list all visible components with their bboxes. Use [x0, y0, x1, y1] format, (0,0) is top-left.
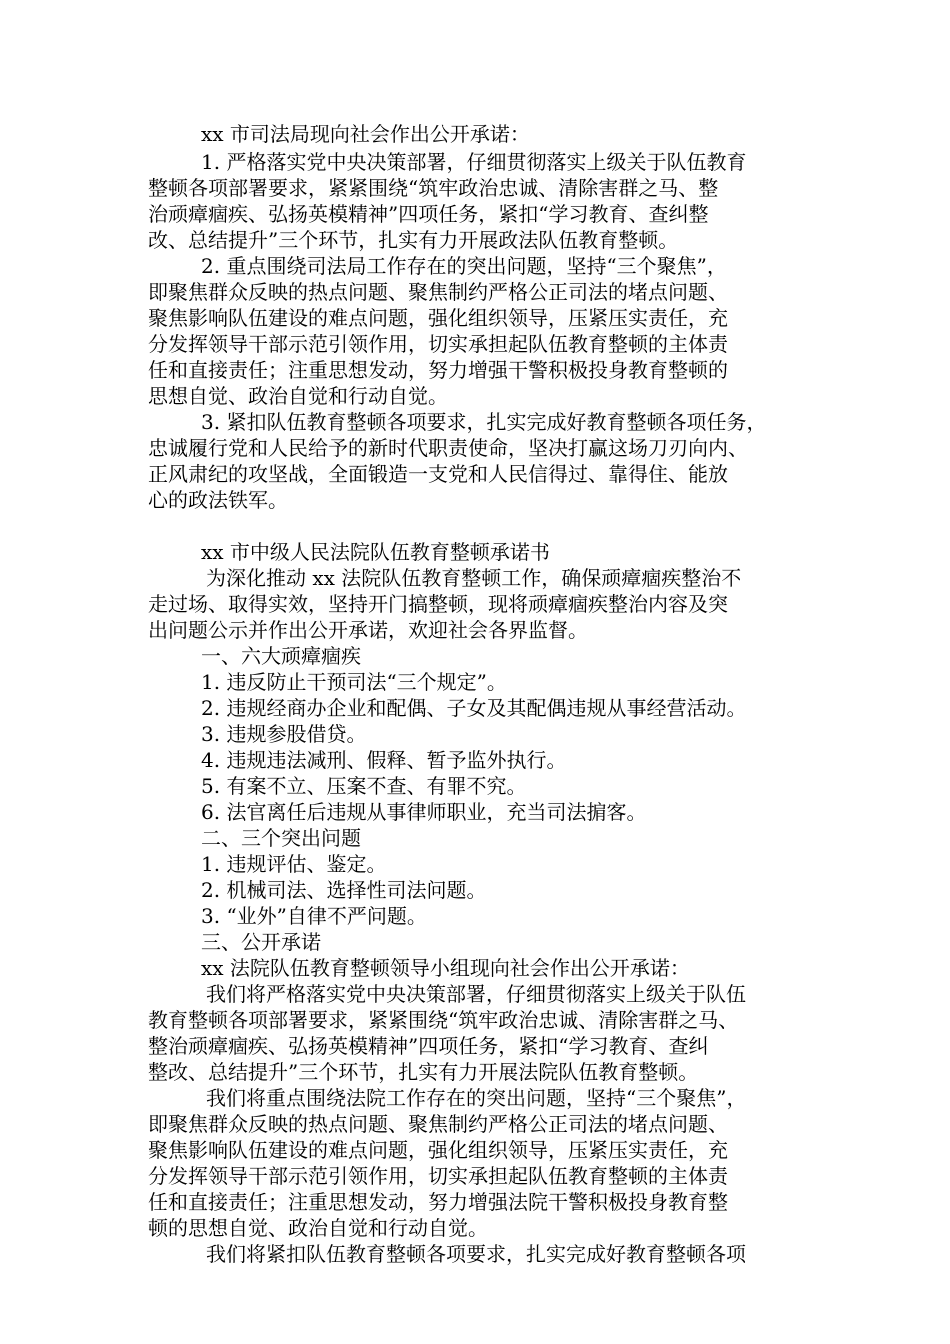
section1-item2-line: 即聚焦群众反映的热点问题、聚焦制约严格公正司法的堵点问题、 [148, 280, 728, 304]
section2-title: xx 市中级人民法院队伍教育整顿承诺书 [201, 540, 550, 564]
section1-item2-line: 任和直接责任；注重思想发动，努力增强干警积极投身教育整顿的 [148, 358, 728, 382]
pledge2-line: 聚焦影响队伍建设的难点问题，强化组织领导，压紧压实责任，充 [148, 1138, 728, 1162]
pledge2-line: 顿的思想自觉、政治自觉和行动自觉。 [148, 1216, 488, 1240]
section1-item2-line: 分发挥领导干部示范引领作用，切实承担起队伍教育整顿的主体责 [148, 332, 728, 356]
pledge1-line: 整治顽瘴痼疾、弘扬英模精神”四项任务，紧扣“学习教育、查纠 [148, 1034, 709, 1058]
list1-item: 5. 有案不立、压案不查、有罪不究。 [201, 774, 527, 798]
list1-item: 1. 违反防止干预司法“三个规定”。 [201, 670, 507, 694]
pledge2-line: 任和直接责任；注重思想发动，努力增强法院干警积极投身教育整 [148, 1190, 728, 1214]
pledge2-line: 分发挥领导干部示范引领作用，切实承担起队伍教育整顿的主体责 [148, 1164, 728, 1188]
section1-item1-line: 1. 严格落实党中央决策部署，仔细贯彻落实上级关于队伍教育 [201, 150, 747, 174]
pledge1-line: 教育整顿各项部署要求，紧紧围绕“筑牢政治忠诚、清除害群之马、 [148, 1008, 739, 1032]
pledge-intro: xx 法院队伍教育整顿领导小组现向社会作出公开承诺： [201, 956, 690, 980]
section2-preface-line: 走过场、取得实效，坚持开门搞整顿，现将顽瘴痼疾整治内容及突 [148, 592, 728, 616]
section1-item1-line: 改、总结提升”三个环节，扎实有力开展政法队伍教育整顿。 [148, 228, 679, 252]
list2-item: 3. “业外”自律不严问题。 [201, 904, 427, 928]
section1-item2-line: 思想自觉、政治自觉和行动自觉。 [148, 384, 448, 408]
list2-item: 1. 违规评估、鉴定。 [201, 852, 387, 876]
section1-intro: xx 市司法局现向社会作出公开承诺： [201, 122, 530, 146]
list2-item: 2. 机械司法、选择性司法问题。 [201, 878, 487, 902]
section1-item3-line: 3. 紧扣队伍教育整顿各项要求，扎实完成好教育整顿各项任务， [201, 410, 767, 434]
section1-item3-line: 心的政法铁军。 [148, 488, 288, 512]
section1-item1-line: 整顿各项部署要求，紧紧围绕“筑牢政治忠诚、清除害群之马、整 [148, 176, 719, 200]
section2-preface-line: 出问题公示并作出公开承诺，欢迎社会各界监督。 [148, 618, 588, 642]
section1-item1-line: 治顽瘴痼疾、弘扬英模精神”四项任务，紧扣“学习教育、查纠整 [148, 202, 709, 226]
section2-preface-line: 为深化推动 xx 法院队伍教育整顿工作，确保顽瘴痼疾整治不 [206, 566, 742, 590]
pledge1-line: 整改、总结提升”三个环节，扎实有力开展法院队伍教育整顿。 [148, 1060, 699, 1084]
list1-item: 6. 法官离任后违规从事律师职业，充当司法掮客。 [201, 800, 647, 824]
pledge2-line: 我们将重点围绕法院工作存在的突出问题，坚持“三个聚焦”， [206, 1086, 747, 1110]
section2-heading3: 三、公开承诺 [201, 930, 321, 954]
pledge2-line: 即聚焦群众反映的热点问题、聚焦制约严格公正司法的堵点问题、 [148, 1112, 728, 1136]
section2-heading1: 一、六大顽瘴痼疾 [201, 644, 361, 668]
list1-item: 3. 违规参股借贷。 [201, 722, 367, 746]
pledge3-line: 我们将紧扣队伍教育整顿各项要求，扎实完成好教育整顿各项 [206, 1242, 746, 1266]
section1-item2-line: 聚焦影响队伍建设的难点问题，强化组织领导，压紧压实责任，充 [148, 306, 728, 330]
section1-item2-line: 2. 重点围绕司法局工作存在的突出问题，坚持“三个聚焦”， [201, 254, 727, 278]
list1-item: 2. 违规经商办企业和配偶、子女及其配偶违规从事经营活动。 [201, 696, 747, 720]
section1-item3-line: 正风肃纪的攻坚战，全面锻造一支党和人民信得过、靠得住、能放 [148, 462, 728, 486]
section2-heading2: 二、三个突出问题 [201, 826, 361, 850]
pledge1-line: 我们将严格落实党中央决策部署，仔细贯彻落实上级关于队伍 [206, 982, 746, 1006]
section1-item3-line: 忠诚履行党和人民给予的新时代职责使命，坚决打赢这场刀刃向内、 [148, 436, 748, 460]
list1-item: 4. 违规违法减刑、假释、暂予监外执行。 [201, 748, 567, 772]
